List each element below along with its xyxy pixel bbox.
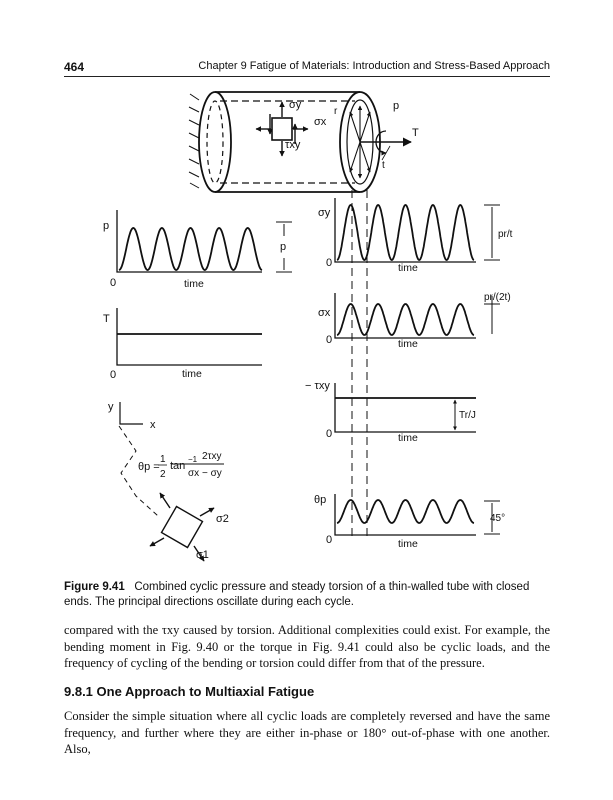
plot-sigma-y (318, 198, 513, 274)
theta-zero-label: 0 (326, 534, 333, 546)
caption-label: Figure 9.41 (64, 581, 125, 593)
y-axis-label: y (108, 401, 114, 413)
plot-tau-xy (305, 380, 476, 444)
T-time-label: time (182, 368, 202, 380)
tube-sigma-y-label: σy (289, 99, 302, 111)
sigma-x-wave (337, 304, 474, 335)
sigma2-label: σ2 (216, 513, 229, 525)
tau-time-label: time (398, 432, 418, 444)
running-head: Chapter 9 Fatigue of Materials: Introduction and Stress-Based Approach (198, 60, 550, 72)
p-time-label: time (184, 278, 204, 290)
section-heading: 9.8.1 One Approach to Multiaxial Fatigue (64, 684, 315, 699)
tube-t-label: t (382, 160, 385, 171)
tau-amplitude-label: Tr/J (459, 410, 476, 421)
sigma-x-time-label: time (398, 338, 418, 350)
plot-torque (103, 308, 262, 381)
theta-amplitude-label: 45° (490, 513, 506, 524)
sigma-y-wave (337, 205, 474, 260)
caption-text: Combined cyclic pressure and steady torsion of a thin-walled tube with closed ends. The principal directions oscillate during each cycle. (64, 581, 530, 608)
tau-axis-label: − τxy (305, 380, 330, 392)
sigma-x-axis-label: σx (318, 307, 331, 319)
formula-half-num: 1 (160, 454, 166, 465)
figure-9-41 (0, 80, 613, 575)
formula-numerator: 2τxy (202, 451, 222, 462)
pressure-wave (119, 228, 262, 270)
tube-r-label: r (334, 106, 338, 117)
formula-exp: −1 (188, 455, 198, 464)
formula-func: tan (170, 460, 186, 472)
T-axis-label: T (103, 313, 110, 325)
p-zero-label: 0 (110, 277, 117, 289)
body-paragraph-1: compared with the τxy caused by torsion. Additional complexities could exist. For example, the bending moment in Fig. 9.40 or the torque in Fig. 9.41 could also be cyclic loads, and the frequency of cycling of the bending or torsion could differ from that of the pressure. (64, 623, 550, 670)
theta-formula (138, 451, 222, 480)
theta-time-label: time (398, 538, 418, 550)
x-axis-label: x (150, 419, 156, 431)
figure-caption (64, 580, 550, 610)
principal-angle-sketch (119, 402, 224, 561)
plot-sigma-x (318, 292, 511, 350)
sigma1-label: σ1 (196, 549, 209, 561)
sigma-y-zero-label: 0 (326, 257, 333, 269)
p-axis-label: p (103, 220, 110, 232)
tube-p-label: p (393, 100, 400, 112)
page-number: 464 (64, 60, 85, 74)
p-amplitude-label: p (280, 241, 287, 253)
T-zero-label: 0 (110, 369, 117, 381)
theta-axis-label: θp (314, 494, 327, 506)
tube-tau-xy-label: τxy (285, 139, 301, 151)
sigma-y-axis-label: σy (318, 207, 331, 219)
sigma-y-time-label: time (398, 262, 418, 274)
header-rule (64, 76, 550, 77)
formula-lhs: θp = (138, 461, 160, 473)
tube-sigma-x-label: σx (314, 116, 327, 128)
plot-pressure (103, 210, 292, 290)
theta-p-wave (337, 500, 474, 523)
formula-denominator: σx − σy (188, 468, 222, 479)
tube-T-label: T (412, 127, 419, 139)
sigma-y-amplitude-label: pr/t (498, 229, 513, 240)
plot-theta-p (314, 494, 505, 550)
sigma-x-zero-label: 0 (326, 334, 333, 346)
body-paragraph-2: Consider the simple situation where all cyclic loads are completely reversed and have the same frequency, and further where they are either in-phase or 180° out-of-phase with one another. Also, (64, 709, 550, 756)
sigma-x-amplitude-label: pr/(2t) (484, 292, 511, 303)
tau-zero-label: 0 (326, 428, 333, 440)
page-header (64, 60, 550, 76)
formula-half-den: 2 (160, 469, 166, 480)
